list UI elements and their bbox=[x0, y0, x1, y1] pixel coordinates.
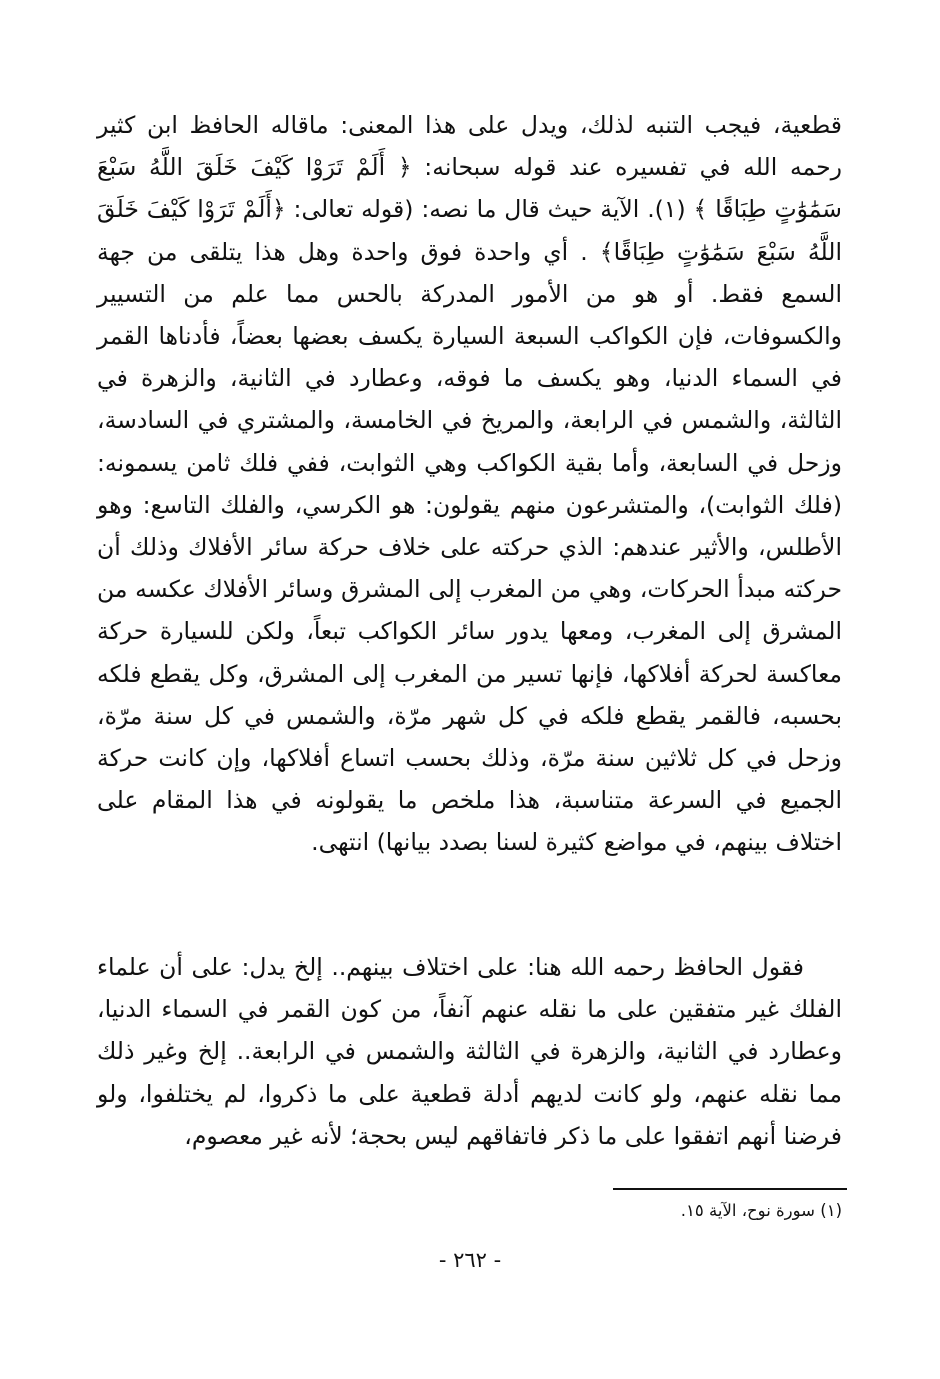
paragraph-1: قطعية، فيجب التنبه لذلك، ويدل على هذا المعنى: ماقاله الحافظ ابن كثير رحمه الله في تفسيره عند قوله سبحانه: ﴿ أَلَمْ تَرَوْا كَيْفَ خَلَقَ اللَّهُ سَبْعَ سَمَٰوَٰتٍ طِبَاقًا ﴾ (١). الآية حيث قال ما نصه: (قوله تعالى: ﴿أَلَمْ تَرَوْا كَيْفَ خَلَقَ اللَّهُ سَبْعَ سَمَٰوَٰتٍ طِبَاقًا﴾ . أي واحدة فوق واحدة وهل هذا يتلقى من جهة السمع فقط. أو هو من الأمور المدركة بالحس مما علم من التسيير والكسوفات، فإن الكواكب السبعة السيارة يكسف بعضها بعضاً، فأدناها القمر في السماء الدنيا، وهو يكسف ما فوقه، وعطارد في الثانية، والزهرة في الثالثة، والشمس في الرابعة، والمريخ في الخامسة، والمشتري في السادسة، وزحل في السابعة، وأما بقية الكواكب وهي الثوابت، ففي فلك ثامن يسمونه: (فلك الثوابت)، والمتشرعون منهم يقولون: هو الكرسي، والفلك التاسع: وهو الأطلس، والأثير عندهم: الذي حركته على خلاف حركة سائر الأفلاك وذلك أن حركته مبدأ الحركات، وهي من المغرب إلى المشرق وسائر الأفلاك عكسه من المشرق إلى المغرب، ومعها يدور سائر الكواكب تبعاً، ولكن للسيارة حركة معاكسة لحركة أفلاكها، فإنها تسير من المغرب إلى المشرق، وكل يقطع فلكه بحسبه، فالقمر يقطع فلكه في كل شهر مرّة، والشمس في كل سنة مرّة، وزحل في كل ثلاثين سنة مرّة، وذلك بحسب اتساع أفلاكها، وإن كانت حركة الجميع في السرعة متناسبة، هذا ملخص ما يقولونه في هذا المقام على اختلاف بينهم، في مواضع كثيرة لسنا بصدد بيانها) انتهى. bbox=[97, 111, 842, 857]
footnote-divider bbox=[613, 1188, 847, 1190]
footnote: (١) سورة نوح، الآية ١٥. bbox=[680, 1201, 842, 1220]
paragraph-2: فقول الحافظ رحمه الله هنا: على اختلاف بينهم.. إلخ يدل: على أن علماء الفلك غير متفقين على ما نقله عنهم آنفاً، من كون القمر في السماء الدنيا، وعطارد في الثانية، والزهرة في الثالثة والشمس في الرابعة.. إلخ وغير ذلك مما نقله عنهم، ولو كانت لديهم أدلة قطعية على ما ذكروا، لم يختلفوا، ولو فرضنا أنهم اتفقوا على ما ذكر فاتفاقهم ليس بحجة؛ لأنه غير معصوم، bbox=[97, 953, 842, 1150]
page-number: - ٢٦٢ - bbox=[438, 1248, 502, 1272]
